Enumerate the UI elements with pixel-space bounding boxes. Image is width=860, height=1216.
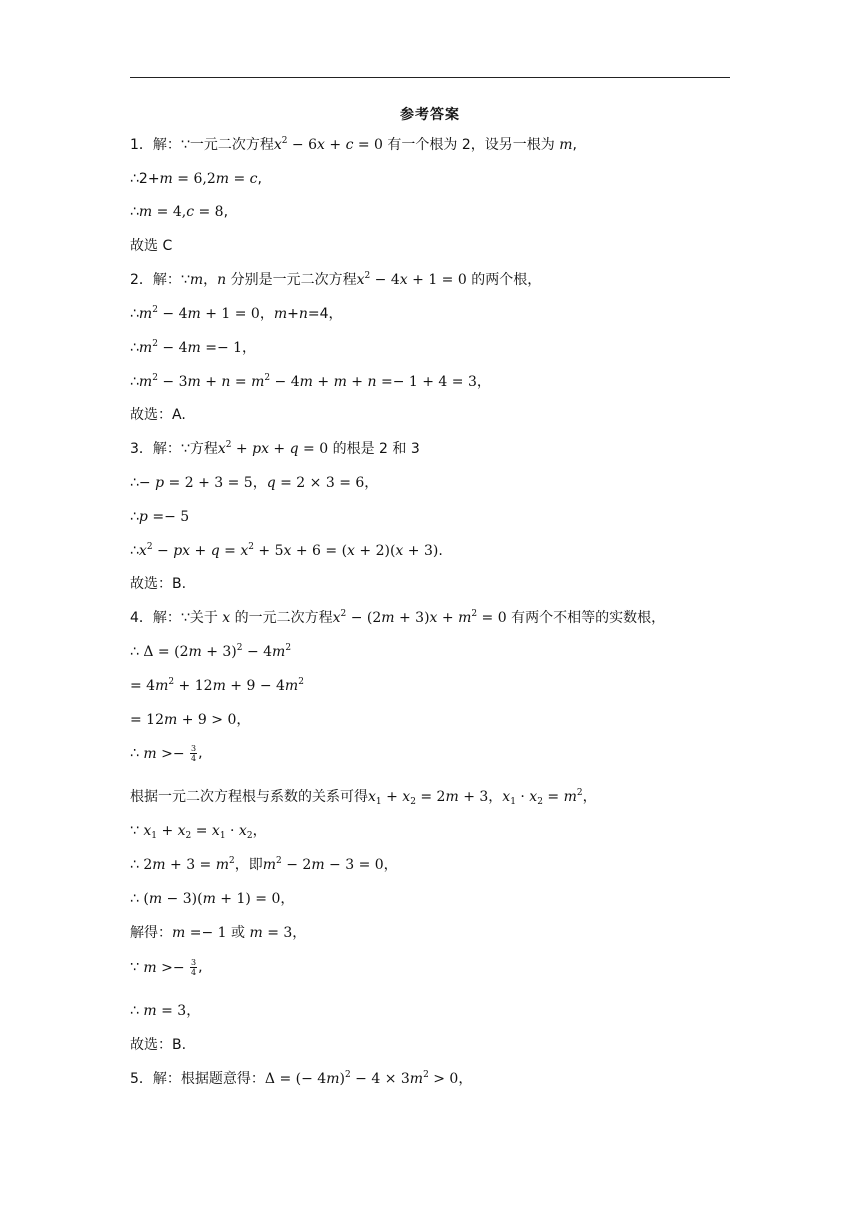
answer-line: = $4m^2 + 12m + 9 - 4m^2$ (130, 677, 304, 694)
answer-line: ∴ $\Delta = (2m + 3)^2 - 4m^2$ (130, 643, 292, 660)
answer-line: $\therefore m^2 - 4m =- 1$， (130, 339, 257, 356)
answer-line: 5．解：根据题意得：Δ = (− $4m)^2 - 4 \times 3m^2 > 0$， (130, 1070, 473, 1087)
answer-line: 2．解：∵m，n 分别是一元二次方程$x^2 - 4x + 1 = 0$ 的两个根， (130, 271, 542, 288)
answer-line: 1．解：∵一元二次方程$x^2 - 6x + c = 0$ 有一个根为 2，设另一根为 m, (130, 136, 577, 153)
answer-line: 故选：B. (130, 576, 187, 592)
answer-line: ∴2+m = 6,2m = c, (130, 171, 262, 187)
answer-line: ∵ $x_1 + x_2 = x_1 \cdot x_2$， (130, 823, 267, 841)
answer-line: ∴ (m − 3)(m + 1) = 0， (130, 891, 295, 907)
answer-line: 3．解：∵方程$x^2$ + px + q = 0 的根是 2 和 3 (130, 440, 420, 457)
answer-line: $\therefore m^2 - 3m + n = m^2 - 4m + m + n =- 1 + 4 = 3$， (130, 373, 491, 390)
answer-line: 4．解：∵关于 x 的一元二次方程$x^2 - (2m + 3)x + m^2 = 0$ 有两个不相等的实数根， (130, 609, 666, 626)
answer-line: $\therefore m^2 - 4m + 1 = 0$，m+n=4， (130, 305, 343, 322)
answer-line: = 12m + 9 > 0， (130, 712, 251, 728)
answer-line: ∴ m >− $\frac{3}{4}$ , (130, 744, 203, 763)
answer-line: ∴− p = 2 + 3 = 5，q = 2 × 3 = 6， (130, 475, 379, 491)
fraction: $\frac{3}{4}$ (191, 958, 197, 977)
answer-line: ∴m = 4,c = 8, (130, 204, 229, 220)
answer-line: 故选：A. (130, 407, 186, 423)
answer-line: ∴ m = 3， (130, 1003, 201, 1019)
answer-line: $\therefore x^2$ − px + $q = x^2 + 5x + 6 = (x + 2)(x + 3)$. (130, 542, 443, 559)
answer-line: 根据一元二次方程根与系数的关系可得$x_1 + x_2 = 2m + 3$，$x_1 \cdot x_2 = m^2$， (130, 788, 597, 807)
answer-line: ∵ m >− $\frac{3}{4}$ , (130, 958, 203, 977)
header-rule (130, 77, 730, 78)
answer-line: ∴p =− 5 (130, 509, 190, 525)
page-title: 参考答案 (400, 107, 460, 123)
fraction: $\frac{3}{4}$ (191, 744, 197, 763)
answer-line: ∴ $2m + 3 = m^2$，即$m^2 - 2m - 3 = 0$， (130, 856, 398, 873)
answer-line: 故选 C (130, 238, 173, 254)
answer-line: 故选：B. (130, 1037, 187, 1053)
answer-line: 解得：m =− 1 或 m = 3， (130, 925, 307, 941)
